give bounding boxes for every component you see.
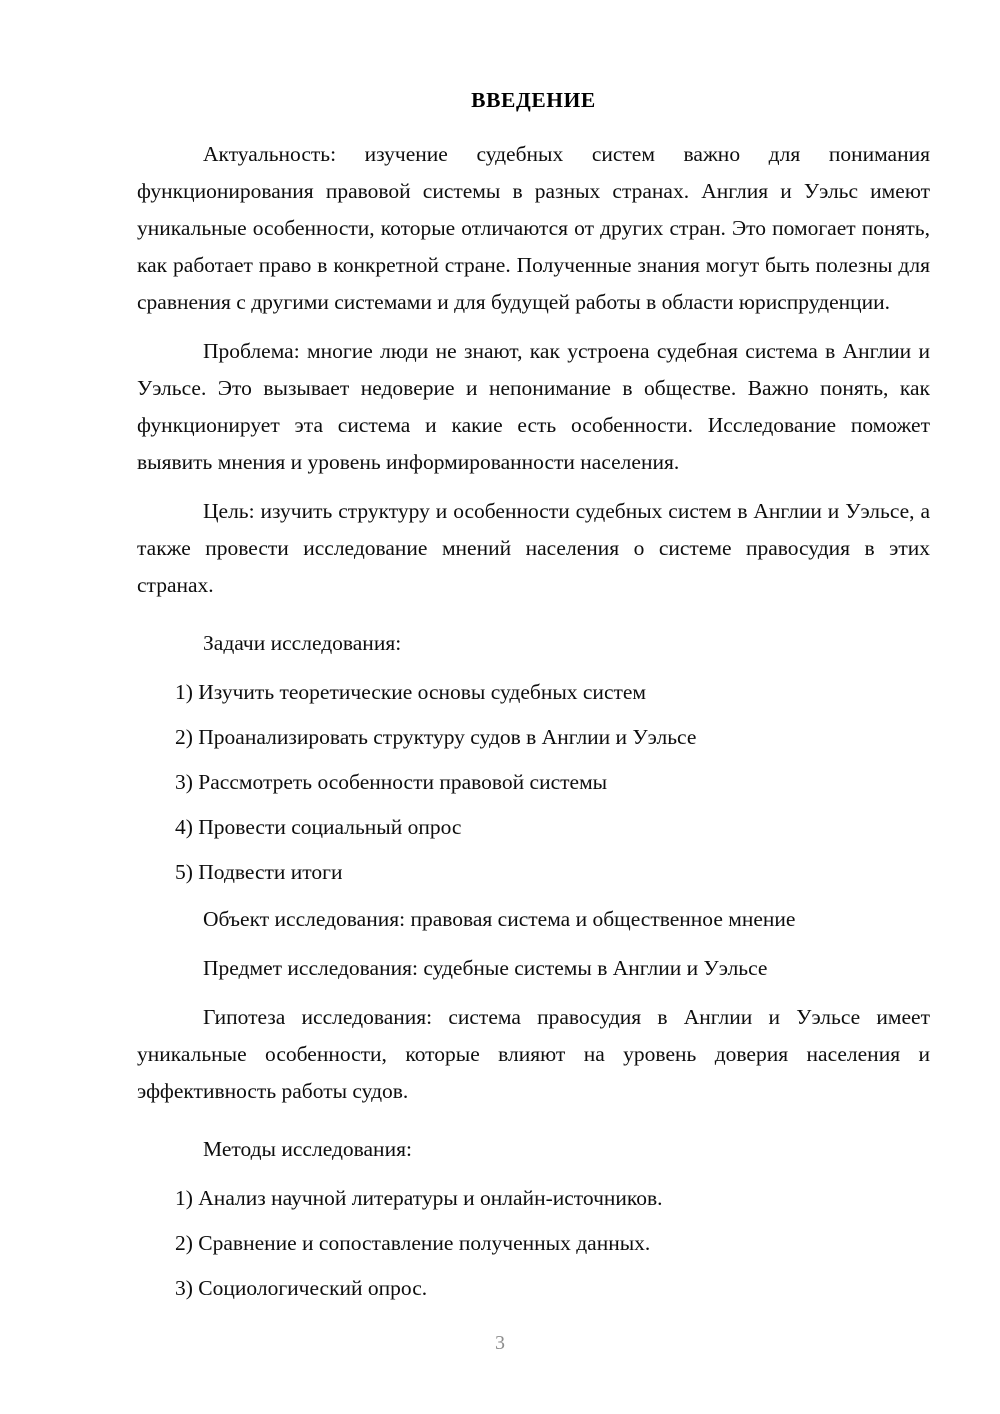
- page-title: ВВЕДЕНИЕ: [471, 88, 596, 112]
- document-content: [137, 88, 930, 1307]
- list-item: 3) Социологический опрос.: [175, 1275, 428, 1300]
- spacer: [137, 891, 930, 901]
- list-item: 2) Проанализировать структуру судов в Англии и Уэльсе: [175, 724, 697, 749]
- spacer: [137, 1122, 930, 1131]
- list-item: 2) Сравнение и сопоставление полученных данных.: [175, 1230, 651, 1255]
- spacer: [137, 616, 930, 625]
- list-item: 4) Провести социальный опрос: [175, 814, 462, 839]
- list-item: 3) Рассмотреть особенности правовой системы: [175, 769, 608, 794]
- tasks-list: [137, 674, 930, 891]
- page-number: 3: [495, 1332, 505, 1354]
- paragraph-problem: Проблема: многие люди не знают, как устроена судебная система в Англии и Уэльсе. Это вызывает недоверие и непонимание в обществе. Важно понять, как функционирует эта система и какие есть особенности. Исследование поможет выявить мнения и уровень информированности населения.: [137, 338, 930, 474]
- list-item: 1) Изучить теоретические основы судебных систем: [175, 679, 647, 704]
- paragraph-subject: Предмет исследования: судебные системы в Англии и Уэльсе: [203, 955, 768, 980]
- paragraph-relevance: Актуальность: изучение судебных систем важно для понимания функционирования правовой системы в разных странах. Англия и Уэльс имеют уникальные особенности, которые отличаются от других стран. Это помогает понять, как работает право в конкретной стране. Полученные знания могут быть полезны для сравнения с другими системами и для будущей работы в области юриспруденции.: [137, 141, 930, 314]
- methods-list: [137, 1180, 930, 1307]
- paragraph-hypothesis: Гипотеза исследования: система правосудия в Англии и Уэльсе имеет уникальные особенности, которые влияют на уровень доверия населения и эффективность работы судов.: [137, 1004, 930, 1103]
- list-item: 5) Подвести итоги: [175, 859, 343, 884]
- paragraph-object: Объект исследования: правовая система и общественное мнение: [203, 906, 796, 931]
- methods-heading: Методы исследования:: [203, 1136, 412, 1161]
- paragraph-goal: Цель: изучить структуру и особенности судебных систем в Англии и Уэльсе, а также провести исследование мнений населения о системе правосудия в этих странах.: [137, 498, 930, 597]
- tasks-heading: Задачи исследования:: [203, 630, 402, 655]
- list-item: 1) Анализ научной литературы и онлайн-источников.: [175, 1185, 663, 1210]
